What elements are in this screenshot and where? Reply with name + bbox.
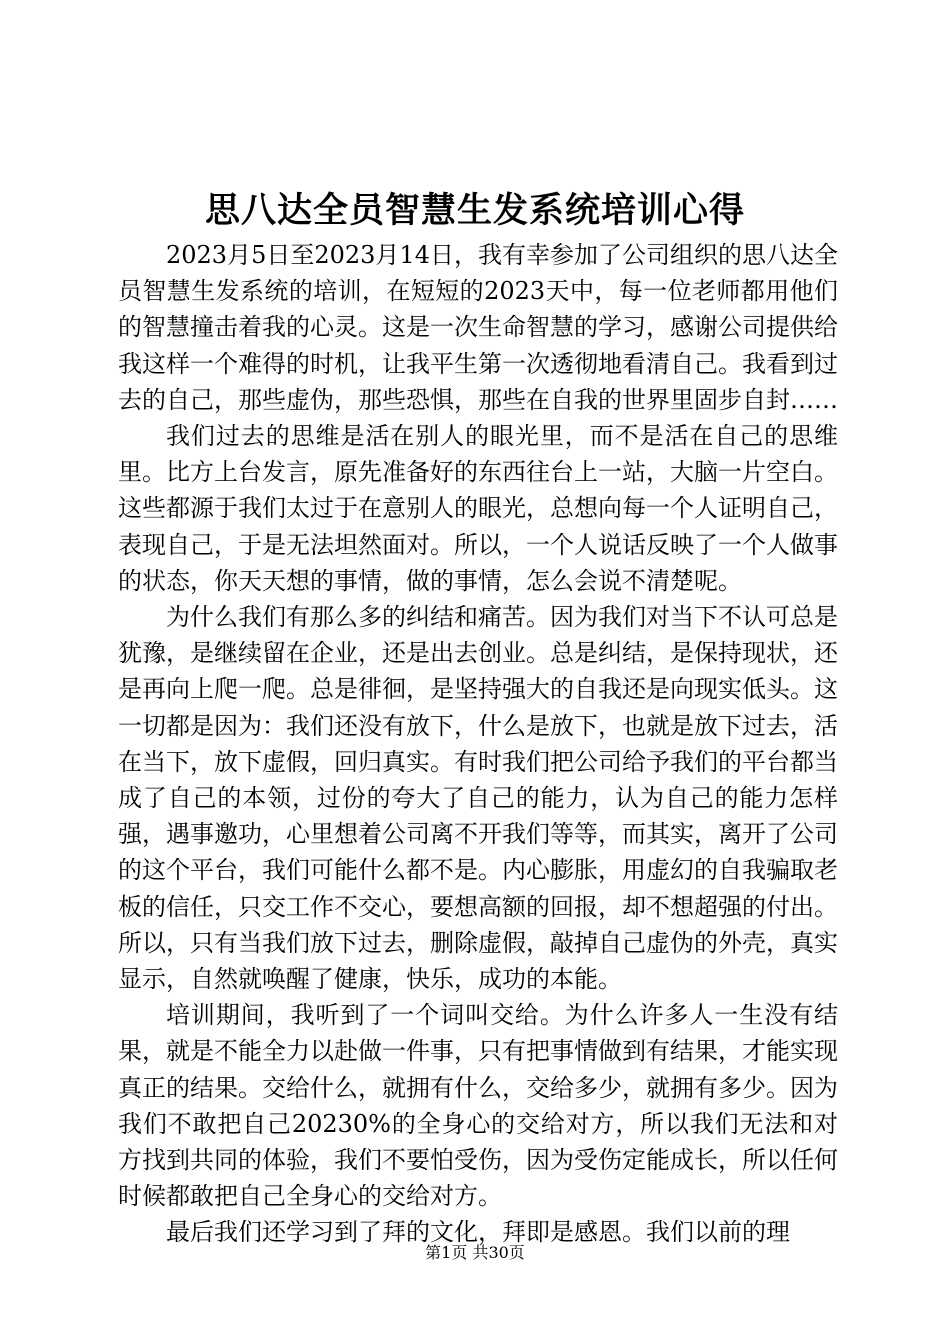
paragraph: 2023月5日至2023月14日，我有幸参加了公司组织的思八达全员智慧生发系统的培训，在短短的2023天中，每一位老师都用他们的智慧撞击着我的心灵。这是一次生命智慧的学习，感谢公司提供给我这样一个难得的时机，让我平生第一次透彻地看清自己。我看到过去的自己，那些虚伪，那些恐惧，那些在自我的世界里固步自封…… [118, 241, 838, 414]
page-number-footer: 第1页 共30页 [425, 1243, 525, 1262]
paragraph: 培训期间，我听到了一个词叫交给。为什么许多人一生没有结果，就是不能全力以赴做一件事，只有把事情做到有结果，才能实现真正的结果。交给什么，就拥有什么，交给多少，就拥有多少。因为我们不敢把自己20230%的全身心的交给对方，所以我们无法和对方找到共同的体验，我们不要怕受伤，因为受伤定能成长，所以任何时候都敢把自己全身心的交给对方。 [118, 1001, 838, 1211]
document-body [118, 237, 838, 1247]
paragraph: 为什么我们有那么多的纠结和痛苦。因为我们对当下不认可总是犹豫，是继续留在企业，还是出去创业。总是纠结，是保持现状，还是再向上爬一爬。总是徘徊，是坚持强大的自我还是向现实低头。这一切都是因为：我们还没有放下，什么是放下，也就是放下过去，活在当下，放下虚假，回归真实。有时我们把公司给予我们的平台都当成了自己的本领，过份的夸大了自己的能力，认为自己的能力怎样强，遇事邀功，心里想着公司离不开我们等等，而其实，离开了公司的这个平台，我们可能什么都不是。内心膨胀，用虚幻的自我骗取老板的信任，只交工作不交心，要想高额的回报，却不想超强的付出。所以，只有当我们放下过去，删除虚假，敲掉自己虚伪的外壳，真实显示，自然就唤醒了健康，快乐，成功的本能。 [118, 603, 838, 994]
paragraph: 我们过去的思维是活在别人的眼光里，而不是活在自己的思维里。比方上台发言，原先准备好的东西往台上一站，大脑一片空白。这些都源于我们太过于在意别人的眼光，总想向每一个人证明自己，表现自己，于是无法坦然面对。所以，一个人说话反映了一个人做事的状态，你天天想的事情，做的事情，怎么会说不清楚呢。 [118, 422, 838, 595]
paragraph: 最后我们还学习到了拜的文化，拜即是感恩。我们以前的理 [166, 1218, 790, 1247]
page-title: 思八达全员智慧生发系统培训心得 [204, 190, 745, 231]
